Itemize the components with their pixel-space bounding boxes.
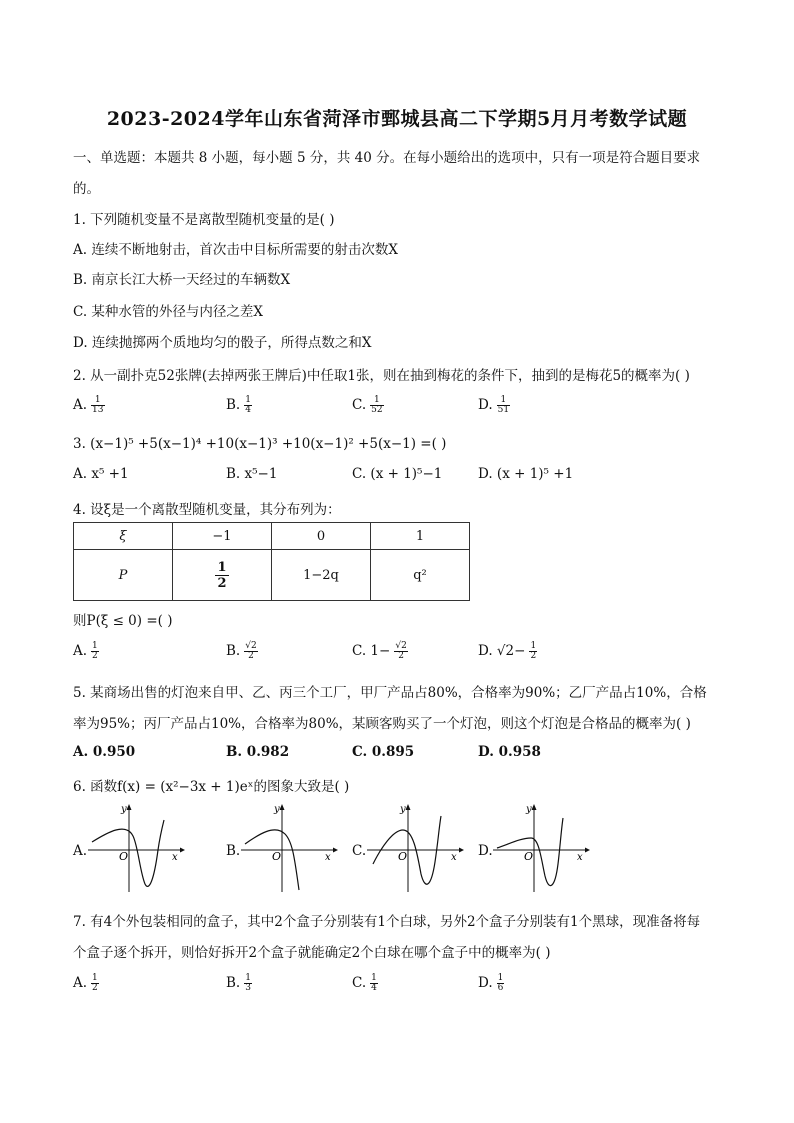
q2-option-c (352, 396, 384, 415)
svg-text:x: x (325, 852, 331, 863)
q2-a-fraction (91, 396, 104, 415)
q7-option-c: C. $\frac{1}{4}$ (352, 973, 377, 993)
q7-line1: 7. 有4个外包装相同的盒子，其中2个盒子分别装有1个白球，另外2个盒子分别装有1个黑球，现准备将每 (73, 914, 701, 930)
q6-option-c-label: C. (352, 843, 367, 859)
q6-stem: 6. 函数f(x) = (x²−3x + 1)eˣ的图象大致是( ) (73, 779, 350, 795)
q4-ask: 则P(ξ ≤ 0) =( ) (73, 613, 173, 629)
table-cell: 1−2q (272, 550, 371, 601)
svg-text:x: x (577, 852, 583, 863)
table-cell: ξ (74, 523, 173, 550)
svg-text:y: y (526, 804, 532, 815)
table-cell: −1 (173, 523, 272, 550)
q2-option-b (226, 396, 252, 415)
q1-option-d: D. 连续抛掷两个质地均匀的骰子，所得点数之和X (73, 335, 372, 351)
q7-option-d: D. $\frac{1}{6}$ (478, 973, 504, 993)
q3-option-c: C. (x + 1)⁵−1 (352, 466, 443, 482)
q5-option-a: A. 0.950 (73, 744, 136, 760)
svg-text:O: O (119, 850, 129, 863)
svg-text:O: O (524, 850, 534, 863)
q4-option-c: C. 1− $\frac{√2}{2}$ (352, 641, 407, 661)
q2-a-label: A. (73, 397, 88, 413)
q2-option-d (478, 396, 510, 415)
q7-line2: 个盒子逐个拆开，则恰好拆开2个盒子就能确定2个白球在哪个盒子中的概率为( ) (73, 945, 551, 961)
q1-option-c: C. 某种水管的外径与内径之差X (73, 304, 264, 320)
q2-d-num: 1 (500, 395, 507, 405)
q2-d-den: 51 (497, 405, 510, 415)
q2-stem: 2. 从一副扑克52张牌(去掉两张王牌后)中任取1张，则在抽到梅花的条件下，抽到的是梅花5的概率为( ) (73, 368, 690, 384)
q4-option-a: A. $\frac{1}{2}$ (73, 641, 98, 661)
section-header-line1: 一、单选题：本题共 8 小题，每小题 5 分，共 40 分。在每小题给出的选项中，只有一项是符合题目要求 (73, 150, 701, 166)
q3-stem: 3. (x−1)⁵ +5(x−1)⁴ +10(x−1)³ +10(x−1)² +5(x−1) =( ) (73, 436, 447, 452)
q2-c-den: 52 (371, 405, 383, 415)
q5-line1: 5. 某商场出售的灯泡来自甲、乙、丙三个工厂，甲厂产品占80%，合格率为90%；乙厂产品占10%，合格 (73, 685, 707, 701)
q1-stem: 1. 下列随机变量不是离散型随机变量的是( ) (73, 212, 335, 228)
q5-option-b: B. 0.982 (226, 744, 290, 760)
q2-d-label: D. (478, 397, 493, 413)
q6-graph-a (88, 802, 188, 894)
svg-text:O: O (398, 850, 408, 863)
q2-a-den: 13 (92, 405, 104, 415)
q3-option-a: A. x⁵ +1 (73, 466, 129, 482)
q2-b-den: 4 (245, 405, 251, 415)
q6-graph-b (241, 802, 341, 894)
section-header-line2: 的。 (73, 181, 100, 197)
svg-text:y: y (400, 804, 406, 815)
svg-text:y: y (121, 804, 127, 815)
q6-option-d-label: D. (478, 843, 493, 859)
q2-a-num: 1 (94, 395, 101, 405)
q6-graph-d (493, 802, 593, 894)
table-cell: q² (371, 550, 470, 601)
q5-option-c: C. 0.895 (352, 744, 415, 760)
q2-option-a (73, 396, 105, 415)
q2-b-fraction (244, 396, 252, 415)
q6-option-a-label: A. (73, 843, 88, 859)
q3-option-b: B. x⁵−1 (226, 466, 278, 482)
q5-line2: 率为95%；丙厂产品占10%，合格率为80%，某顾客购买了一个灯泡，则这个灯泡是合格品的概率为( ) (73, 716, 691, 732)
distribution-table (73, 522, 470, 601)
q3-option-d: D. (x + 1)⁵ +1 (478, 466, 574, 482)
table-row-values (74, 523, 470, 550)
q2-c-fraction (370, 396, 383, 415)
q4-option-b: B. $\frac{√2}{2}$ (226, 641, 257, 661)
q5-option-d: D. 0.958 (478, 744, 541, 760)
svg-text:O: O (272, 850, 282, 863)
q4-stem: 4. 设ξ是一个离散型随机变量，其分布列为： (73, 502, 341, 518)
q2-b-label: B. (226, 397, 241, 413)
q2-c-num: 1 (374, 395, 380, 405)
table-cell: 1 (371, 523, 470, 550)
q6-option-b-label: B. (226, 843, 241, 859)
q4-option-d: D. √2− $\frac{1}{2}$ (478, 641, 537, 661)
q7-option-b: B. $\frac{1}{3}$ (226, 973, 251, 993)
q2-c-label: C. (352, 397, 367, 413)
q1-option-a: A. 连续不断地射击，首次击中目标所需要的射击次数X (73, 242, 398, 258)
q2-d-fraction (497, 396, 510, 415)
q1-option-b: B. 南京长江大桥一天经过的车辆数X (73, 272, 291, 288)
svg-text:x: x (172, 852, 178, 863)
table-cell: P (74, 550, 173, 601)
half-fraction: $\frac{1}{2}$ (217, 559, 227, 591)
svg-text:y: y (274, 804, 280, 815)
q7-option-a: A. $\frac{1}{2}$ (73, 973, 98, 993)
q2-b-num: 1 (245, 395, 251, 405)
table-row-probabilities (74, 550, 470, 601)
table-cell: 0 (272, 523, 371, 550)
exam-title: 2023-2024学年山东省菏泽市鄄城县高二下学期5月月考数学试题 (106, 108, 688, 130)
q6-graph-c (367, 802, 467, 894)
svg-text:x: x (451, 852, 457, 863)
table-cell (173, 550, 272, 601)
